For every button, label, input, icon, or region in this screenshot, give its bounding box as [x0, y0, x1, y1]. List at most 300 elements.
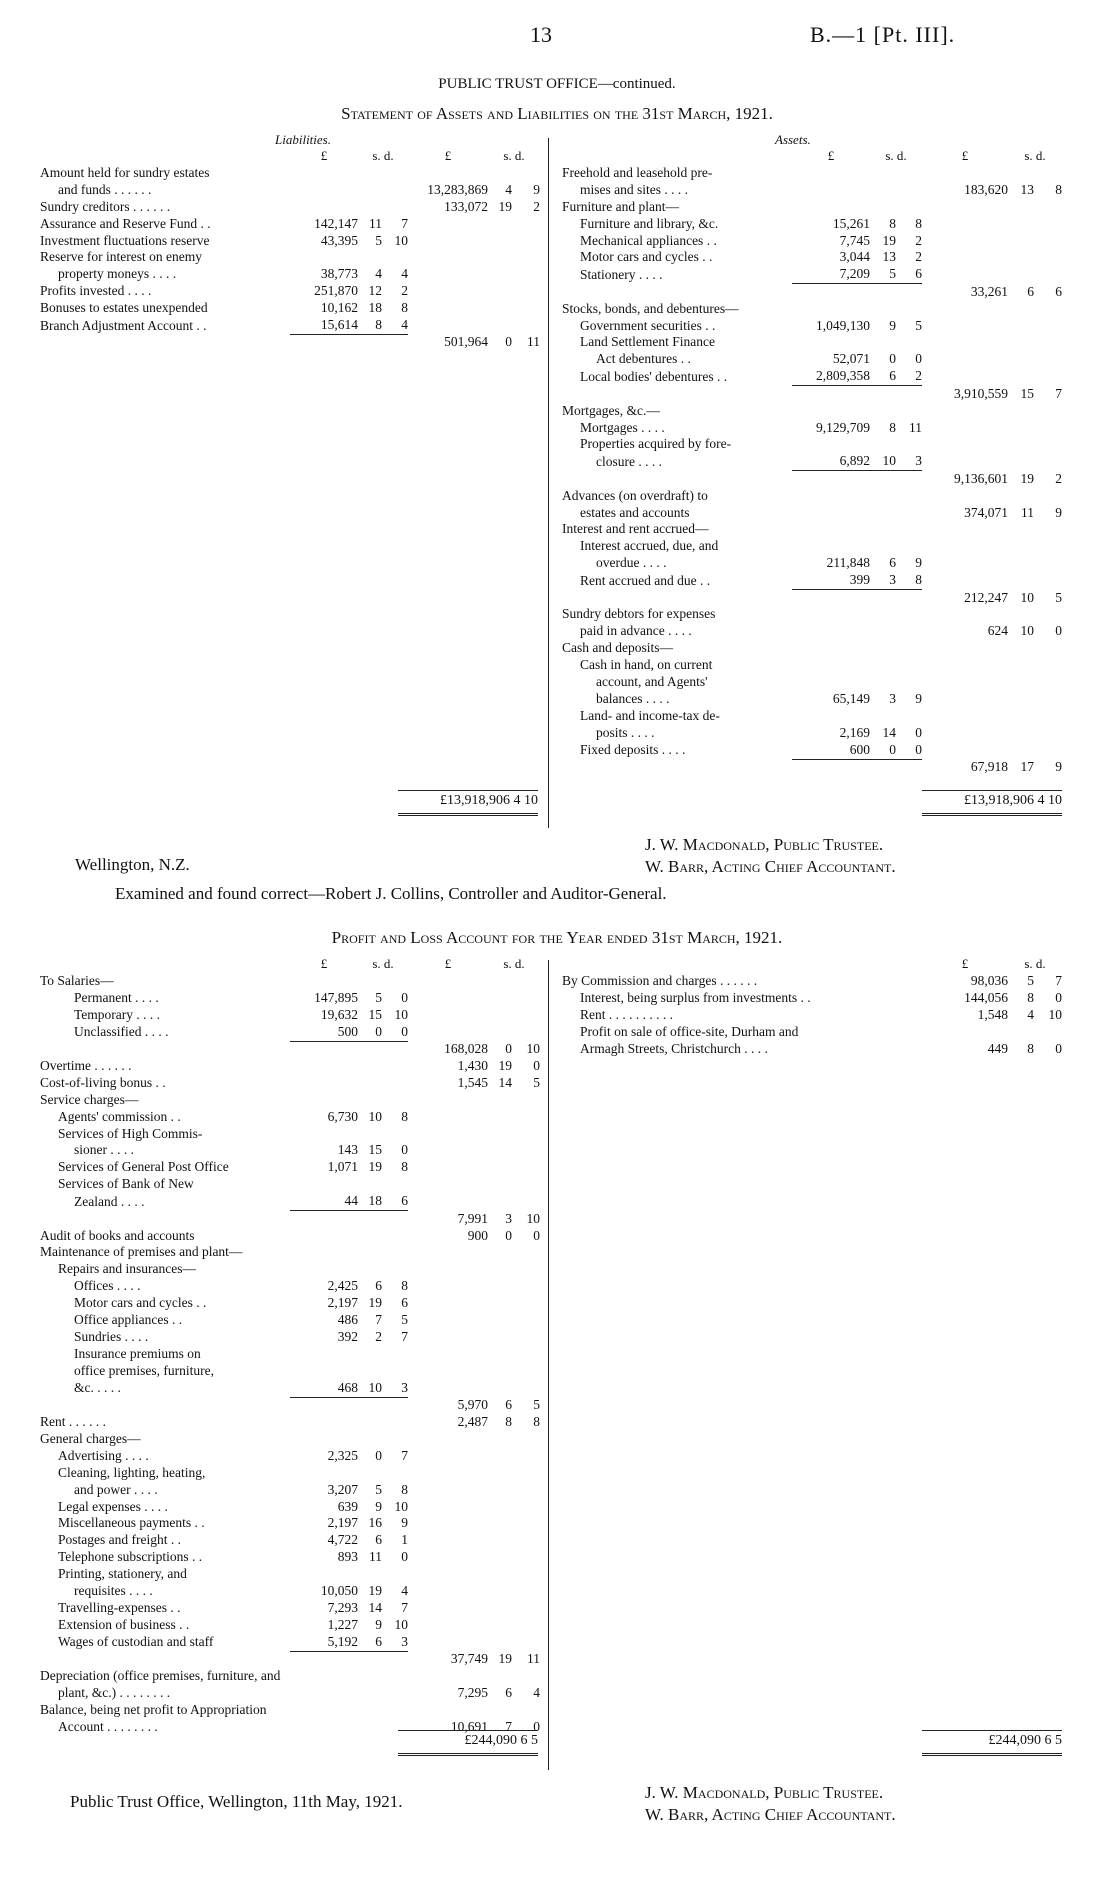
total-pence [512, 1346, 540, 1363]
row-label: Properties acquired by fore- [580, 436, 732, 452]
row-label: Advertising . . . . [58, 1447, 149, 1463]
amount-pence: 9 [915, 555, 922, 571]
table-row [562, 471, 1062, 488]
amount-pence [382, 1176, 408, 1193]
total-pence [1034, 318, 1062, 335]
amount-shillings: 3 [889, 572, 896, 588]
row-label: Printing, stationery, and [58, 1566, 187, 1582]
amount-shillings [870, 488, 896, 505]
total-pounds [922, 521, 1008, 538]
table-row [562, 351, 1062, 368]
total-pounds [408, 1566, 488, 1583]
row-label: Extension of business . . [58, 1616, 190, 1632]
total-pounds [922, 301, 1008, 318]
total-shillings [488, 283, 512, 300]
total-shillings: 15 [1020, 385, 1034, 401]
total-pence [512, 266, 540, 283]
amount-pence: 8 [401, 1108, 408, 1124]
total-pounds: 183,620 [964, 181, 1008, 197]
amount-pounds: 5,192 [327, 1633, 358, 1649]
total-pounds [408, 1092, 488, 1109]
amount-pence: 10 [394, 1616, 408, 1632]
total-pounds [922, 249, 1008, 266]
total-pounds: 624 [987, 623, 1008, 639]
total-shillings: 6 [1027, 283, 1034, 299]
amount-shillings [870, 590, 896, 607]
total-pounds [922, 488, 1008, 505]
total-pence: 7 [1055, 972, 1062, 988]
total-shillings [488, 249, 512, 266]
amount-shillings: 2 [375, 1328, 382, 1344]
amount-shillings: 10 [882, 453, 896, 469]
amount-shillings: 19 [882, 232, 896, 248]
total-pence: 9 [1055, 759, 1062, 775]
table-row [40, 1007, 540, 1024]
total-shillings [488, 1295, 512, 1312]
currency-header-row [40, 956, 540, 973]
total-pounds: 9,136,601 [954, 470, 1008, 486]
amount-pounds [792, 182, 870, 199]
total-shillings [1008, 1024, 1034, 1041]
header-spacer [40, 956, 290, 973]
row-label: Rent . . . . . . [40, 1413, 106, 1429]
total-pence [512, 300, 540, 317]
row-label: Profits invested . . . . [40, 283, 152, 299]
table-row [562, 284, 1062, 301]
total-pence [1034, 301, 1062, 318]
total-pounds [922, 318, 1008, 335]
total-shillings [1008, 420, 1034, 437]
table-row [40, 1583, 540, 1600]
table-row [562, 759, 1062, 776]
table-row [40, 1617, 540, 1634]
total-pence [512, 1549, 540, 1566]
row-label: closure . . . . [596, 453, 662, 469]
amount-pence [896, 521, 922, 538]
total-pence: 5 [533, 1074, 540, 1090]
amount-pounds: 3,044 [839, 249, 870, 265]
total-pounds [408, 165, 488, 182]
amount-pounds [290, 182, 358, 199]
currency-header-row [562, 956, 1062, 973]
row-label: property moneys . . . . [58, 266, 177, 282]
amount-pounds [792, 284, 870, 301]
row-label [40, 334, 290, 351]
amount-shillings: 6 [889, 368, 896, 384]
total-pence: 0 [533, 1057, 540, 1073]
total-shillings [488, 266, 512, 283]
table-row [40, 1600, 540, 1617]
amount-shillings [870, 640, 896, 657]
amount-pounds [290, 1465, 358, 1482]
trustee-name-2: J. W. Macdonald, Public Trustee. [645, 1783, 884, 1802]
amount-pence: 2 [915, 368, 922, 384]
amount-shillings [870, 334, 896, 351]
amount-pence: 4 [401, 1583, 408, 1599]
table-row [562, 1007, 1062, 1024]
table-row [40, 1397, 540, 1414]
total-pounds [922, 555, 1008, 572]
row-label: Services of General Post Office [58, 1159, 229, 1175]
table-row [40, 1549, 540, 1566]
row-label [562, 590, 792, 607]
table-row [562, 538, 1062, 555]
total-shillings: 4 [1027, 1006, 1034, 1022]
table-row [40, 1075, 540, 1092]
table-row [40, 216, 540, 233]
total-pounds [408, 1363, 488, 1380]
amount-pence [382, 1566, 408, 1583]
row-label: Mechanical appliances . . [580, 232, 717, 248]
total-pence [512, 165, 540, 182]
amount-pounds: 6,892 [839, 453, 870, 469]
amount-pence: 11 [909, 419, 922, 435]
currency-header-row [562, 148, 1062, 165]
total-shillings [488, 1092, 512, 1109]
amount-pence [896, 301, 922, 318]
total-pounds [922, 674, 1008, 691]
total-shillings [1008, 453, 1034, 470]
table-row [562, 623, 1062, 640]
total-shillings [1008, 640, 1034, 657]
row-label: office premises, furniture, [74, 1362, 214, 1378]
total-pounds [408, 1244, 488, 1261]
total-pounds [922, 199, 1008, 216]
total-shillings [1008, 233, 1034, 250]
table-row [562, 266, 1062, 283]
total-pounds [408, 1159, 488, 1176]
amount-pounds: 392 [337, 1328, 358, 1344]
table-row [562, 165, 1062, 182]
amount-shillings [870, 471, 896, 488]
amount-pounds [290, 1041, 358, 1058]
amount-shillings [870, 759, 896, 776]
total-pounds [922, 691, 1008, 708]
total-pence [512, 1482, 540, 1499]
row-label: mises and sites . . . . [580, 181, 688, 197]
amount-shillings [358, 1651, 382, 1668]
total-shillings [488, 1583, 512, 1600]
row-label [562, 759, 792, 776]
row-label: Audit of books and accounts [40, 1227, 195, 1243]
table-row [40, 1244, 540, 1261]
amount-pence [896, 606, 922, 623]
total-shillings [488, 165, 512, 182]
accountant-name-2: W. Barr, Acting Chief Accountant. [645, 1805, 896, 1824]
row-label: Sundry debtors for expenses [562, 606, 716, 622]
total-shillings [488, 1024, 512, 1041]
total-pounds [922, 334, 1008, 351]
table-row [562, 674, 1062, 691]
total-pence [1034, 538, 1062, 555]
total-pence: 2 [1055, 470, 1062, 486]
total-shillings: 0 [505, 334, 512, 350]
total-shillings [488, 1668, 512, 1685]
amount-pounds: 44 [344, 1193, 358, 1209]
amount-shillings: 12 [368, 283, 382, 299]
amount-shillings: 8 [889, 215, 896, 231]
amount-pounds [290, 1651, 358, 1668]
total-pence [512, 1159, 540, 1176]
total-shillings: 0 [505, 1041, 512, 1057]
amount-pounds [792, 657, 870, 674]
total-shillings [1008, 301, 1034, 318]
total-pence [1034, 165, 1062, 182]
amount-shillings [870, 301, 896, 318]
table-row [562, 990, 1062, 1007]
header-spacer [40, 148, 290, 165]
amount-pence [896, 403, 922, 420]
row-label: Sundry creditors . . . . . . [40, 198, 171, 214]
table-row [40, 1142, 540, 1159]
total-shillings [488, 300, 512, 317]
total-pence [1034, 420, 1062, 437]
total-pence: 10 [526, 1210, 540, 1226]
total-pence: 11 [527, 334, 540, 350]
table-row [40, 283, 540, 300]
amount-shillings: 6 [889, 555, 896, 571]
amount-pence [382, 199, 408, 216]
amount-pounds: 19,632 [320, 1006, 358, 1022]
table-row [40, 182, 540, 199]
amount-pounds [290, 1126, 358, 1143]
total-shillings: 4 [505, 181, 512, 197]
column-divider [548, 138, 549, 828]
amount-shillings: 0 [375, 1447, 382, 1463]
amount-pence [382, 1431, 408, 1448]
amount-pounds: 143 [337, 1142, 358, 1158]
total-pounds [408, 1465, 488, 1482]
header-spacer [562, 956, 922, 973]
amount-pounds: 2,197 [327, 1515, 358, 1531]
table-row [40, 1159, 540, 1176]
amount-pounds [290, 1228, 358, 1245]
amount-shillings: 8 [375, 317, 382, 333]
amount-pounds: 2,197 [327, 1295, 358, 1311]
table-row [40, 1702, 540, 1719]
amount-shillings: 11 [369, 1549, 382, 1565]
total-pence [512, 1465, 540, 1482]
table-row [40, 233, 540, 250]
amount-pence: 0 [401, 1023, 408, 1039]
amount-pence: 0 [915, 724, 922, 740]
table-row [562, 1041, 1062, 1058]
document-reference: B.—1 [Pt. III]. [810, 22, 956, 47]
amount-shillings [358, 165, 382, 182]
total-shillings [488, 1159, 512, 1176]
row-label: Freehold and leasehold pre- [562, 164, 713, 180]
table-row [40, 1312, 540, 1329]
total-pounds: 133,072 [444, 198, 488, 214]
amount-pounds [290, 1261, 358, 1278]
table-row [562, 420, 1062, 437]
total-pounds [408, 1668, 488, 1685]
total-shillings [1008, 725, 1034, 742]
amount-shillings: 9 [889, 317, 896, 333]
total-pence [512, 1193, 540, 1210]
total-pounds [922, 266, 1008, 283]
total-shillings [488, 1549, 512, 1566]
total-pounds [922, 725, 1008, 742]
total-pounds [408, 1329, 488, 1346]
total-pounds [408, 1515, 488, 1532]
row-label: Advances (on overdraft) to [562, 487, 708, 503]
pl-column-divider [548, 960, 549, 1770]
amount-shillings [358, 1346, 382, 1363]
total-pence [1034, 199, 1062, 216]
amount-shillings [358, 1228, 382, 1245]
amount-pence: 5 [915, 317, 922, 333]
total-pence [512, 1092, 540, 1109]
total-shillings [1008, 742, 1034, 759]
total-shillings [488, 1193, 512, 1210]
total-pounds [408, 1702, 488, 1719]
amount-shillings [870, 674, 896, 691]
row-label: Services of High Commis- [58, 1125, 203, 1141]
amount-pounds: 43,395 [320, 232, 358, 248]
amount-pounds [290, 249, 358, 266]
row-label: Amount held for sundry estates [40, 164, 210, 180]
amount-shillings [358, 973, 382, 990]
amount-pounds: 4,722 [327, 1532, 358, 1548]
liabilities-total: £13,918,906 4 10 [398, 790, 538, 816]
row-label: and funds . . . . . . [58, 181, 152, 197]
row-label: balances . . . . [596, 691, 670, 706]
total-pounds [408, 973, 488, 990]
row-label: Telephone subscriptions . . [58, 1549, 203, 1565]
amount-pounds [290, 1058, 358, 1075]
amount-pounds: 1,227 [327, 1616, 358, 1632]
total-shillings [1008, 657, 1034, 674]
total-pounds [408, 1312, 488, 1329]
amount-pence [896, 759, 922, 776]
amount-pence: 5 [401, 1312, 408, 1328]
amount-pence: 0 [401, 989, 408, 1005]
total-shillings [488, 1566, 512, 1583]
total-shillings [488, 1346, 512, 1363]
total-pence: 5 [1055, 589, 1062, 605]
total-pounds [408, 1126, 488, 1143]
amount-pounds: 10,162 [320, 300, 358, 316]
amount-pence [382, 1414, 408, 1431]
total-pounds [922, 403, 1008, 420]
table-row [562, 505, 1062, 522]
pl-title: Profit and Loss Account for the Year ended 31st March, 1921. [331, 928, 783, 947]
amount-pounds [792, 640, 870, 657]
row-label: Balance, being net profit to Appropriation [40, 1701, 267, 1717]
amount-shillings: 0 [889, 741, 896, 757]
total-pence [512, 216, 540, 233]
amount-shillings: 19 [368, 1295, 382, 1311]
amount-shillings [358, 1431, 382, 1448]
total-pounds: 67,918 [970, 759, 1008, 775]
total-pounds [922, 606, 1008, 623]
total-pounds: 374,071 [964, 504, 1008, 520]
total-pence [512, 283, 540, 300]
amount-pence [382, 1685, 408, 1702]
amount-shillings: 4 [375, 266, 382, 282]
total-pounds [922, 436, 1008, 453]
amount-pounds: 2,169 [839, 724, 870, 740]
total-pence [512, 1261, 540, 1278]
total-pounds [922, 368, 1008, 385]
amount-pence [896, 623, 922, 640]
total-shillings [1008, 708, 1034, 725]
table-row [40, 1041, 540, 1058]
row-label: Interest, being surplus from investments . . [580, 989, 811, 1005]
total-pence [512, 1109, 540, 1126]
total-shillings [488, 1465, 512, 1482]
table-row [562, 640, 1062, 657]
total-shillings: 14 [498, 1074, 512, 1090]
total-pence [1034, 488, 1062, 505]
total-pounds [408, 1176, 488, 1193]
amount-shillings: 15 [368, 1006, 382, 1022]
row-label: Rent accrued and due . . [580, 572, 711, 588]
row-label: Profit on sale of office-site, Durham and [580, 1023, 799, 1039]
amount-pence [896, 590, 922, 607]
total-shillings [488, 1109, 512, 1126]
table-row [40, 1278, 540, 1295]
total-pence [512, 1448, 540, 1465]
amount-pounds [290, 1414, 358, 1431]
row-label [40, 1211, 290, 1228]
amount-pounds [290, 1211, 358, 1228]
amount-pence [382, 1211, 408, 1228]
amount-pounds [792, 759, 870, 776]
total-shillings [1008, 368, 1034, 385]
table-row [562, 590, 1062, 607]
amount-shillings: 9 [375, 1616, 382, 1632]
amount-shillings [358, 1465, 382, 1482]
row-label: Furniture and plant— [562, 198, 679, 214]
pound-header: £ [827, 148, 835, 163]
amount-pence: 0 [915, 351, 922, 367]
amount-pounds: 15,614 [320, 317, 358, 333]
amount-shillings: 18 [368, 300, 382, 316]
row-label: sioner . . . . [74, 1142, 134, 1158]
amount-pence [382, 1228, 408, 1245]
amount-pounds [792, 471, 870, 488]
total-shillings [1008, 351, 1034, 368]
amount-pence: 3 [401, 1633, 408, 1649]
total-pence [1034, 334, 1062, 351]
total-shillings [1008, 674, 1034, 691]
amount-shillings: 16 [368, 1515, 382, 1531]
pound-header: £ [444, 956, 452, 971]
total-shillings [1008, 165, 1034, 182]
amount-pence: 2 [915, 249, 922, 265]
amount-pounds [792, 436, 870, 453]
amount-shillings [870, 165, 896, 182]
amount-pounds: 211,848 [826, 555, 870, 571]
total-pounds [408, 1295, 488, 1312]
total-pounds [408, 1583, 488, 1600]
amount-shillings [358, 1702, 382, 1719]
amount-pence: 7 [401, 1599, 408, 1615]
table-row [40, 317, 540, 334]
amount-shillings [358, 1414, 382, 1431]
amount-pence [382, 1465, 408, 1482]
row-label: paid in advance . . . . [580, 623, 692, 639]
total-pounds [408, 1346, 488, 1363]
row-label: Cash in hand, on current [580, 657, 713, 673]
row-label: Fixed deposits . . . . [580, 742, 686, 758]
amount-shillings [870, 284, 896, 301]
row-label [562, 284, 792, 301]
row-label: Interest accrued, due, and [580, 538, 719, 554]
amount-pounds: 893 [337, 1549, 358, 1565]
